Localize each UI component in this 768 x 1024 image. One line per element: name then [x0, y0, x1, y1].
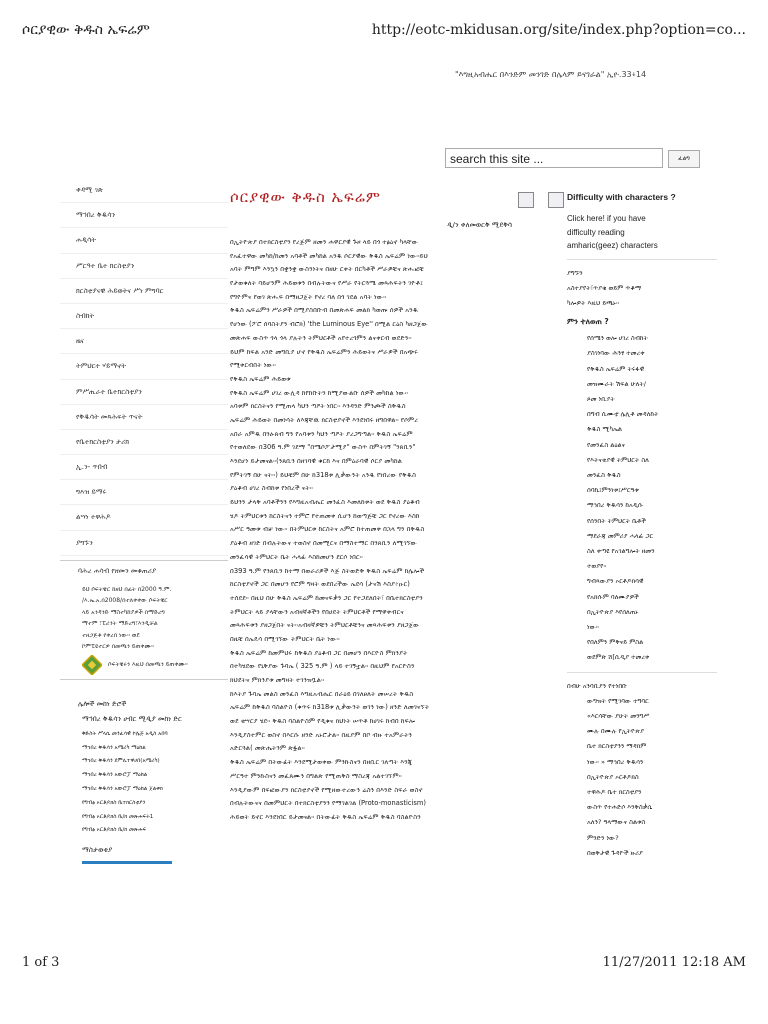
nav-item[interactable]: ስብከት: [60, 304, 228, 329]
popular-link[interactable]: ስለ ቀጣዩ የአገልግሎት ዘመን: [587, 546, 655, 555]
article-line: ያዕቆብ ሀገረ ስብከቱ የነበረች ናት፡፡: [230, 484, 313, 493]
popular-link[interactable]: በግብ ሲሙቲ ሌሊቶ መዳለከት: [587, 410, 659, 419]
difficulty-title: Difficulty with characters ?: [567, 192, 676, 202]
article-line: የሆነው (ፖሮ ሰባስትያን ብሮክ) 'the Luminous Eye'' በሚል ርዕስ ካዘጋጀው: [230, 320, 428, 329]
nav-item[interactable]: ማኅበረ ቅዱሳን: [60, 203, 228, 228]
article-line: የግዮምና የወገ ጽሑፍ በማዘጋጀት የኖረ ባለ በጎ ገደል አባት ነው፡፡: [230, 292, 387, 301]
calendar-box-line: ይህ ሶፍትዌር ከዘህ በፊት በ2000 ዓ.ም.: [82, 585, 172, 593]
article-line: አድርጓል( መጽሔትንም ጽፏል፡፡: [230, 744, 305, 753]
page-number: 1 of 3: [22, 955, 60, 970]
header-quote: "እግዚአብሔር በእንድም መንገድ በሌላም ይናገራል" ኢዮ.33፥14: [455, 70, 647, 79]
print-page-title: ሶርያዊው ቅዱስ ኤፍሬም: [22, 22, 150, 38]
popular-link[interactable]: ሰባኬ፤ምንነቱ፤ሥርዓቱ: [587, 486, 639, 495]
popular-link[interactable]: የሰንበት ትምህርት ቤቶች: [587, 516, 646, 525]
article-line: ቅዱስ ኤፍሬም በትውፊት እንደሚታወቀው ምንኩስናን በዘቢር ገለጣት እንጂ: [230, 758, 413, 767]
print-datetime: 11/27/2011 12:18 AM: [602, 955, 746, 970]
article-line: ኤፍሬም ሕይወት በመነሳት ለእጃቸዉ ክርስቲያኖች እንደነበሩ ዘግበዋል፡፡ የሶምረ: [230, 415, 418, 424]
recent-link[interactable]: በወቅታዊ ጉዳዮች ዙሪያ: [587, 848, 643, 857]
article-header: [230, 188, 542, 206]
left-sidebar: [60, 178, 228, 864]
popular-link[interactable]: የሰሜን ወሎ ሀገረ ስብከት: [587, 334, 648, 343]
calendar-box-line: ኮምፒዩተርዎ በመጫን ይጠቀሙ፡፡: [82, 643, 154, 651]
popular-link[interactable]: ያስገነባው ሕንፃ ተመረቀ: [587, 349, 645, 358]
recent-link[interactable]: ነው፡፡ » ማኅበረ ቅዱሳን: [587, 757, 644, 766]
article-line: እንደሆነ ይታመናል፡፡(ንጸቢን በዘገባዊ ቁርከ እና በምዕራባዊ ሶርያ መካከል: [230, 457, 402, 465]
article-title: ሶርያዊው ቅዱስ ኤፍሬም: [230, 188, 381, 206]
popular-title: ምን ተለወጠ ?: [567, 317, 609, 327]
external-link[interactable]: ማኅበረ ቅዱሳን አሜሪካ ማዕከል: [82, 744, 146, 751]
popular-link[interactable]: ተወያየ፡፡: [587, 562, 607, 571]
nav-item[interactable]: ልሣነ ተዋሕዶ: [60, 505, 228, 530]
article-line: ሄዶ ትምህርቱን ከርስትናን ተምሮ የተጠመቀ ሲሆን ከወጣጅቹ ጋር የኖረው እስከ: [230, 511, 420, 520]
article-line: አባት ምግም እንኳን በቋንቋ ውስንነትና በዘሁ ርቀት በርካቶች ሥራዎቹና ጽሑፎቹ: [230, 265, 425, 274]
main-nav: [60, 178, 228, 556]
ads-title: ማስታወቂያ: [82, 846, 113, 855]
article-line: ወደ ቂሣርያ ሄደ፡፡ ቅዱስ ባስልዮስም የዲቁና ክህነት ሠጥቶ ከሀገሩ ከብበ ከፍሎ: [230, 717, 416, 726]
nav-item[interactable]: ክርስቲያናዊ ሕይወትና ሥነ ምግባር: [60, 279, 228, 304]
calendar-box-line: ላይ አንዳንድ ማስተካከያዎች በማድረግ: [82, 608, 165, 616]
pdf-icon[interactable]: [518, 192, 534, 208]
article-line: ኤፍሬም ከቅዱስ ባስልዮስ (ቁጥሩ ከ318ቱ ሊቃውንት ወገን ነው) ዘንድ ለመገናኘት: [230, 703, 430, 712]
links-box-title: ሌሎች መከነ ድሮች: [78, 699, 127, 708]
popular-link[interactable]: ወደምጽ ሸ[ሲዲያ ተመረቀ: [587, 653, 650, 662]
difficulty-line[interactable]: amharic(geez) characters: [567, 241, 658, 250]
article-line: በ393 ዓ.ም የንጸቢን ከተማ በወራሪዎች እጅ ስትወድቅ ቅዱስ ኤፍሬም ከሌሎች: [230, 566, 425, 575]
print-header: [22, 22, 746, 44]
popular-link[interactable]: የመንፈስ ልዕልና: [587, 440, 626, 449]
contact-line[interactable]: አስተያየት፣ጥያቄ ወይም ጥቆማ: [567, 283, 642, 292]
article-line: በዚቹ በኤዴሳ በሚገኘው ትምህርት ቤት ነው፡፡: [230, 634, 340, 643]
contact-line[interactable]: ካሎዎት እዚህ ይጫኑ፡፡: [567, 298, 620, 307]
article-line: የምትገኝ በሁ ናት፡፡) ይህቺም በሁ ከ318ቱ ሊቃውንት አንዱ የነበረው የቅዱስ: [230, 470, 417, 479]
nav-item[interactable]: ቀዳሚ ገጽ: [60, 178, 228, 203]
article-line: ቅዱስ ኤፍሬምን ሥራዎች በሚያስበቡብ በመጽሐፍ መልክ ካወጡ ሰዎች አንዱ: [230, 306, 419, 315]
nav-item[interactable]: ሥርዓተ ቤተ ክርስቲያን: [60, 254, 228, 279]
popular-link[interactable]: የእትናቂያዊ ትምህርት ስለ: [587, 455, 649, 464]
recent-link[interactable]: አለን? ዓላማውና ስልቱስ: [587, 818, 646, 827]
article-line: እንዲያስተምር ወስኖ በእርሱ ዘንድ አኑሮታል፡፡ በዚያም በቦ ብዙ ተአምራትን: [230, 730, 413, 739]
right-sidebar: [567, 192, 717, 861]
external-link[interactable]: ማኅበረ ቅዱሳን ደምሊተዋሀበ(አሜሪካ): [82, 758, 160, 765]
popular-link[interactable]: በኢትዮጵያ እየሰለጠኑ: [587, 607, 639, 616]
nav-item[interactable]: ያግኙን: [60, 531, 228, 556]
recent-title: በብሁ አንባቢያን የተነበቡ: [567, 681, 628, 690]
article-line: ክህደትና ምክንያቱ መግዛት ተገንዝቧል፡፡: [230, 676, 325, 684]
article-line: ይህንን ታላቅ አባቶችንን የእግዚአብሔር መንፈስ እመለከቱት ወደ ቅዱስ ያዕቆብ: [230, 498, 420, 507]
ads-divider: [82, 861, 172, 864]
recent-link[interactable]: ውስጥ የተሐድሶ እንቅስቃሴ: [587, 803, 653, 812]
article-line: በተካሄደው የኒቅያው ጉባኤ ( 325 ዓ.ም ) ላይ ተገኝቷል፡፡ በዚህም የአርዮስን: [230, 662, 415, 671]
nav-item[interactable]: ግእዝ ይማሩ: [60, 480, 228, 505]
external-link[interactable]: የግብፅ ኦርቶዶክስ ቤ/ክ መጽሐፍት1: [82, 813, 154, 820]
popular-link[interactable]: የበለምን ምቅናይ ምስል: [587, 638, 644, 647]
difficulty-line[interactable]: Click here! if you have: [567, 214, 646, 223]
nav-item[interactable]: ሐዲሳት: [60, 228, 228, 253]
article-line: አባቱም ክርስትናን የሚጠላ ካህን ጣዖት ነበር፡፡ እንዳንድ ምንጮች ስቅዱስ: [230, 402, 406, 411]
recent-link[interactable]: ሙሉ በሙሉ የኢትዮጵያ: [587, 727, 645, 736]
search-button[interactable]: ፈልግ: [668, 150, 700, 168]
nav-item[interactable]: ኢ.ን- ጥበብ: [60, 455, 228, 480]
article-body: [230, 236, 542, 825]
article-line: በብሉትውናና በመምህርት በተክርስቲያንን የማገልገል (Proto-monasticism): [230, 799, 426, 808]
external-link[interactable]: ቅድስት ሥላሴ መንፈሳዊ ኮሌጅ አዲስ አበባ: [82, 730, 168, 737]
article-line: የአፈተዋው መካከ/ከመን አባቶች መካከል አንዱ ሶርያዊው ቅዱስ ኤፍሬም ነው፡፡ይህ: [230, 251, 428, 260]
popular-link[interactable]: መዝሙራት ሽፍል ሁለት/: [587, 379, 646, 388]
article-line: ትምህርት ላይ ያላቸውን አብዛኛቶችን የበሀደት ትምህርቶች የማዋቀብርና: [230, 607, 404, 616]
recent-link[interactable]: ውግዝት የሚገባው ተግባር: [587, 696, 649, 705]
links-box: [60, 679, 228, 864]
calendar-box-line: /እ.ኤ.አ.በ2008/በተለቀቀው ሶፍትዌር: [82, 597, 168, 605]
article-line: እንዲያውም በፍፎውያን ክርስቲያኖች የሚዘውተረውን ሬስን በእንድ ስፍራ ወስኖ: [230, 785, 423, 794]
popular-link[interactable]: ግብጻውያን ኦርቶዶክሳዊ: [587, 577, 644, 586]
nav-item[interactable]: ምሥጢራተ ቤተክርስቲያን: [60, 380, 228, 405]
popular-link[interactable]: ጾመ ነቢያት: [587, 394, 615, 403]
external-link[interactable]: ማኅበረ ቅዱሳን አውሮፓ ማዕከል ጀልቀክ: [82, 786, 163, 792]
calendar-software-icon[interactable]: [82, 655, 102, 675]
recent-link[interactable]: ተዋሕዶ ቤተ ክርስቲያን: [587, 788, 642, 796]
external-link[interactable]: የግብፅ ኦርቶዶክስ ቤ/ክ መጽሐፍ: [82, 827, 147, 834]
article-line: መጻሕፍቱን ያዘጋጀበት ናት፡፡አብዛኛዎቹን ትምህርቶቹንና መጻሕፍቱን ያዘጋጀው: [230, 621, 420, 630]
nav-item[interactable]: የቅዱሳት መጻሕፍት ጥናት: [60, 405, 228, 430]
recent-link[interactable]: በኢትዮጵያ ኦርቶዶክስ: [587, 772, 639, 781]
article-line: ቅዱስ ኤፍሬም ከመምህሩ ከቅዱስ ያዕቆብ ጋር በመሆን በእርዮስ ምክንያት: [230, 648, 408, 657]
popular-link[interactable]: መንፈስ ቅዱስ: [587, 470, 621, 479]
nav-item[interactable]: ዜና: [60, 329, 228, 354]
calendar-box: [60, 560, 228, 675]
article-author: ዲ/ን ቀለመወርቅ ሚደቅሳ: [447, 221, 513, 229]
difficulty-line[interactable]: difficulty reading: [567, 227, 625, 237]
popular-link[interactable]: ማደራጃ መምሪያ ሓላፊ ጋር: [587, 531, 654, 540]
article-line: የተወለደው በ306 ዓ.ም ገደማ "በሜሶፖታሚያ" ውስጥ በምትገኝ "ንጸቢን": [230, 443, 416, 452]
nav-item[interactable]: ትምህርተ ሃይማኖት: [60, 354, 228, 379]
article-line: ከእትያ ጉባኤ መልስ መንፈስ እግዚአብሔር በራዕይ በገለፀለት መሠረት ቅዱስ: [230, 689, 414, 698]
article-line: የታወቁለት ባይሆንም ሕይወቱን በብሉትውና የሥራ የትርጓሜ መጻሕፍትን ገዮቶ፤: [230, 279, 423, 288]
popular-link[interactable]: የቅዱስ ኤፍሬም ትሩፋዊ: [587, 364, 645, 373]
article-line: የቅዱስ ኤፍሬም ሕይወቱ: [230, 374, 291, 383]
article-line: አበራ አምዱ በንፁጸብ ግን የአባቱን ካህን ጣዖት ያረጋግጣል፡፡ ቅዱስ ኤፍሬም: [230, 429, 413, 438]
article-line: የሚቀርብበት ነው፡፡: [230, 361, 276, 370]
links-box-subtitle[interactable]: ማኅበረ ቅዱሳን ሀብር ሚዲያ መከነ ድር: [82, 714, 182, 723]
article-line: አሥር ዓመቱ ብቻ ነው፡፡ በትምህርቱ ከርስትና አምሮ ከተጠመቀ በኋላ ግን በቅዱስ: [230, 525, 425, 534]
calendar-box-line: ተዘጋጅቶ የቀረበ ነው፡፡ ወደ: [82, 631, 140, 639]
article-line: መጽሐፍ ውስጥ ጎላ ጎላ ያሉትን ትምህርቶች አየተረጎምን ልናቀርብ ወደድን፡፡: [230, 333, 412, 342]
article-line: ሕይወት ይኖር እንደነበር ይታመናል፡፡ በትውፊት ቅዱስ ኤፍሬም ቅዱስ ባስልዮስን: [230, 812, 421, 821]
article-line: ሥርዓተ ምንኩስናን መፈጸሙን በግልጽ የሚጠቅስ ማስረጃ አልተገኘም፡፡: [230, 771, 402, 780]
article-line: ይህም ከፍል አንድ መግቢያ ሆኖ የቅዱስ ኤፍሬምን ሕይወትና ሥራዎች በአጭሩ: [230, 347, 419, 356]
external-link[interactable]: የግብፅ ኦርቶዶክስ ቤተክርስቲያን: [82, 799, 146, 806]
software-download-link[interactable]: ሶፍትዌሩን እዚህ በመጫን ይጠቀሙ፡፡: [108, 661, 188, 669]
article-line: ከርስቲያኖች ጋር በመሆን የሮም ግዛት ወደበረችው ኤደሳ (ታናሽ እስያ፥ዑር): [230, 580, 410, 589]
recent-link[interactable]: ቤተ ክርስቲያንን ማዳክም: [587, 742, 647, 751]
article-line: በኢትዮጵያ በተክርስቲያን የረጅም ዘመን ሐዋርያዊ ጉዞ ላይ በጎ ተፅዕኖ ካላቸው: [230, 238, 419, 246]
popular-link[interactable]: ቅዱስ ሚካኤል: [587, 425, 623, 434]
popular-link[interactable]: ማኅበረ ቅዱሳን ከአዲሱ: [587, 501, 644, 510]
article-line: ተሰደደ፡፡ በዚህ በሁ ቅዱስ ኤፍሬም ከመናፍቃን ጋር የተጋደለበት፣ በቤተክርስቲያን: [230, 593, 423, 602]
popular-link[interactable]: ነው፡፡: [587, 622, 599, 631]
calendar-box-title: ባሕረ ሐሳብ የዘመን መቁጠሪያ: [78, 566, 157, 575]
article-line: ያዕቆብ ዘገድ በብሉትውና ተወስኖ በመሚርና በማስተማር በንጸቢን ለሚገኘው: [230, 539, 417, 548]
print-url[interactable]: http://eotc-mkidusan.org/site/index.php?option=co...: [371, 22, 746, 38]
external-link[interactable]: ማኅበረ ቅዱሳን አውሮፓ ማዕከል: [82, 772, 148, 779]
article-line: የቅዱስ ኤፍሬም ሀገረ ውሊዳ ከየከቡትን ከሚያውልቡ ሰዎች መካከል ነው፡፡: [230, 388, 409, 397]
popular-link[interactable]: የአክሱም ባለሙያዎች: [587, 592, 639, 601]
calendar-box-line: ማተም ፣ፒሪንት ማድረግ፣እንዲቻል: [82, 620, 158, 628]
recent-link[interactable]: «እርሳቸው ያሁት መንግሥ: [587, 711, 650, 720]
recent-link[interactable]: ምንድን ነው?: [587, 833, 619, 842]
search-input[interactable]: search this site ...: [445, 148, 663, 168]
nav-item[interactable]: የቤተክርስቲያን ታሪክ: [60, 430, 228, 455]
contact-heading: ያግኙን: [567, 268, 583, 277]
article-line: መንፈሳዊ ትምህርት ቤት ሓላፊ እስከመሆን ደርሶ ነበር፡፡: [230, 552, 363, 561]
print-icon[interactable]: [548, 192, 564, 208]
